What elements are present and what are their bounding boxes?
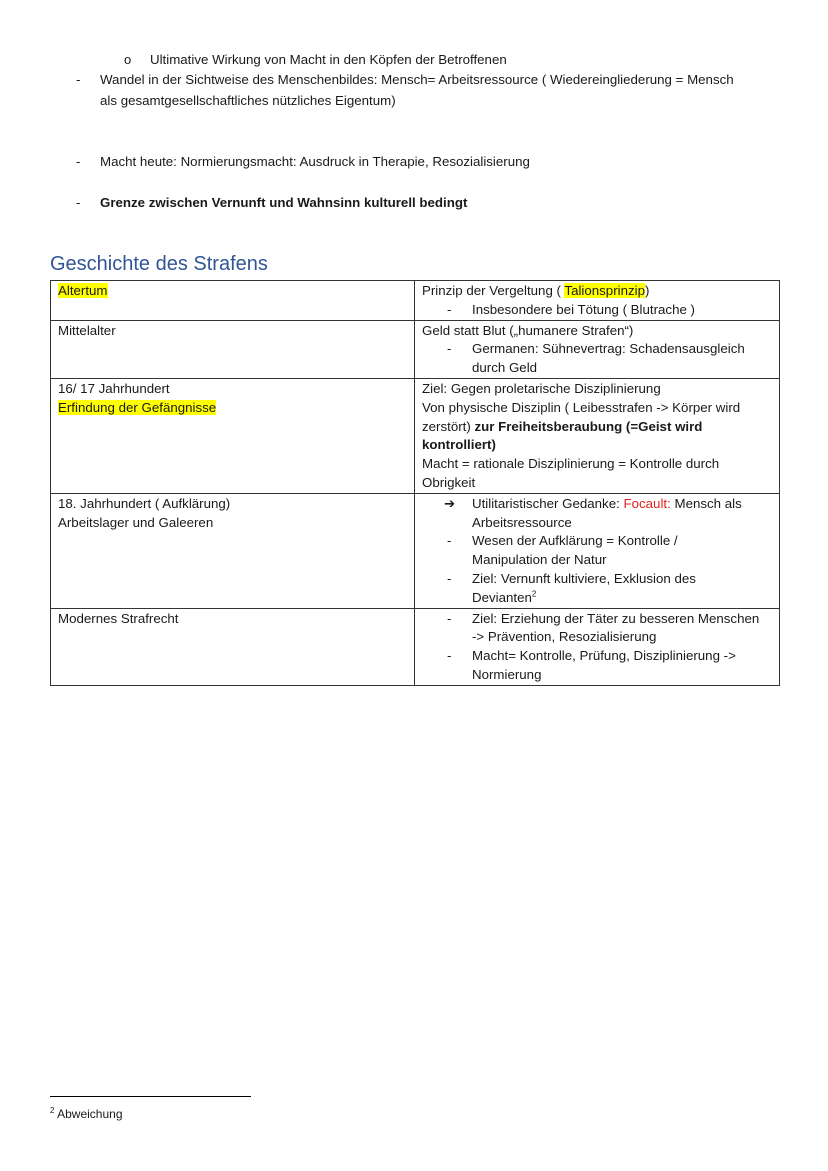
- table-row: [51, 493, 780, 608]
- cell-text: Arbeitsressource: [472, 514, 572, 530]
- bold-text: kontrolliert): [422, 437, 496, 453]
- cell-text: -> Prävention, Resozialisierung: [472, 629, 657, 645]
- cell-text: 16/ 17 Jahrhundert: [58, 380, 170, 396]
- dash-bullet: -: [76, 72, 81, 87]
- table-cell: [415, 608, 780, 685]
- footnote-divider: [50, 1096, 251, 1097]
- cell-text: Mittelalter: [58, 322, 116, 338]
- table-cell: [51, 608, 415, 685]
- dash-bullet: -: [447, 341, 452, 357]
- bullet-text-continued: als gesamtgesellschaftliches nützliches Eigentum): [100, 93, 396, 108]
- cell-text: Prinzip der Vergeltung (: [422, 283, 565, 298]
- footnote-ref[interactable]: 2: [531, 589, 537, 599]
- cell-text: Utilitaristischer Gedanke:: [472, 495, 624, 511]
- cell-text: Ziel: Gegen proletarische Disziplinierung: [422, 380, 661, 396]
- history-table: [50, 280, 780, 686]
- cell-text: Ziel: Vernunft kultiviere, Exklusion des: [472, 570, 696, 586]
- dash-bullet: -: [76, 154, 81, 169]
- cell-text: Wesen der Aufklärung = Kontrolle /: [472, 533, 678, 549]
- cell-text: Insbesondere bei Tötung ( Blutrache ): [472, 301, 695, 317]
- highlighted-text: Talionsprinzip: [564, 283, 645, 298]
- table-cell: [51, 378, 415, 493]
- cell-text: Geld statt Blut („humanere Strafen“): [422, 322, 634, 338]
- dash-bullet: -: [447, 570, 452, 586]
- arrow-icon: ➔: [444, 495, 456, 511]
- section-heading: Geschichte des Strafens: [50, 253, 268, 275]
- cell-text: Ziel: Erziehung der Täter zu besseren Menschen: [472, 610, 760, 626]
- table-row: [51, 608, 780, 685]
- cell-text: Manipulation der Natur: [472, 552, 607, 568]
- dash-bullet: -: [447, 301, 452, 317]
- dash-bullet: -: [447, 533, 452, 549]
- table-cell: [415, 493, 780, 608]
- cell-text: Normierung: [472, 666, 542, 682]
- dash-bullet: -: [447, 610, 452, 626]
- cell-text: Von physische Disziplin ( Leibesstrafen -> Körper wird: [422, 399, 741, 415]
- table-cell: [415, 378, 780, 493]
- bullet-text-bold: Grenze zwischen Vernunft und Wahnsinn kulturell bedingt: [100, 195, 468, 210]
- cell-text: Obrigkeit: [422, 474, 476, 490]
- dash-bullet: -: [76, 195, 81, 210]
- red-text: Focault:: [623, 495, 671, 511]
- table-row: [51, 281, 780, 321]
- cell-text: Germanen: Sühnevertrag: Schadensausgleich: [472, 341, 745, 357]
- cell-text: Devianten: [472, 589, 532, 605]
- table-cell: [51, 320, 415, 378]
- cell-text: zerstört): [422, 418, 475, 434]
- footnote-number: 2: [50, 1106, 55, 1115]
- highlighted-text: Altertum: [58, 283, 108, 298]
- table-cell: [415, 281, 780, 321]
- bullet-text: Wandel in der Sichtweise des Menschenbildes: Mensch= Arbeitsressource ( Wiedereingliederung = Mensch: [100, 72, 734, 87]
- table-row: [51, 378, 780, 493]
- table-row: [51, 320, 780, 378]
- highlighted-text: Erfindung der Gefängnisse: [58, 399, 217, 415]
- table-cell: [415, 320, 780, 378]
- cell-text: durch Geld: [472, 360, 538, 376]
- footnote: [50, 1105, 123, 1124]
- bold-text: zur Freiheitsberaubung (=Geist wird: [474, 418, 703, 434]
- cell-text: Mensch als: [670, 495, 742, 511]
- bullet-text: Ultimative Wirkung von Macht in den Köpfen der Betroffenen: [150, 52, 507, 67]
- table-cell: [51, 493, 415, 608]
- cell-text: Arbeitslager und Galeeren: [58, 514, 214, 530]
- cell-text: Macht = rationale Disziplinierung = Kontrolle durch: [422, 456, 720, 472]
- footnote-text: Abweichung: [54, 1107, 123, 1121]
- dash-bullet: -: [447, 648, 452, 664]
- cell-text: Macht= Kontrolle, Prüfung, Disziplinierung ->: [472, 648, 736, 664]
- cell-text: Modernes Strafrecht: [58, 610, 179, 626]
- circle-bullet: o: [124, 52, 132, 67]
- table-cell: [51, 281, 415, 321]
- cell-text: 18. Jahrhundert ( Aufklärung): [58, 495, 231, 511]
- bullet-text: Macht heute: Normierungsmacht: Ausdruck in Therapie, Resozialisierung: [100, 154, 530, 169]
- cell-text: ): [644, 283, 650, 298]
